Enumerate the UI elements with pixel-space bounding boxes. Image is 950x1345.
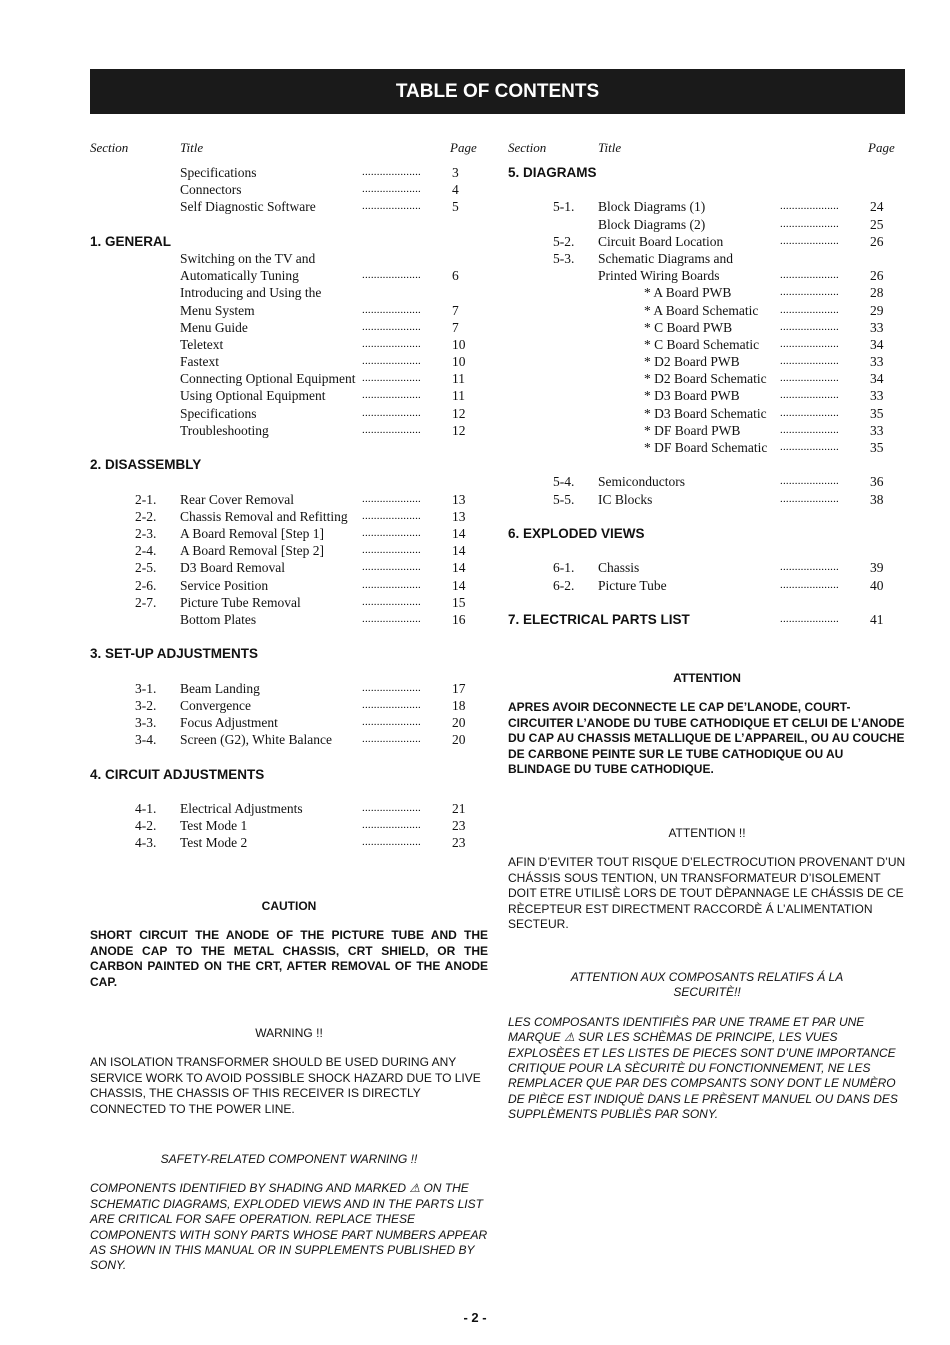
caution-text: SHORT CIRCUIT THE ANODE OF THE PICTURE TUBE AND THE ANODE CAP TO THE METAL CHASSIS, CRT SHIELD, OR THE CARBON PAINTED ON THE CRT, AFTER REMOVAL OF THE ANODE CAP. [90,928,488,989]
spacer [508,456,908,473]
leader-dots: .................... [780,492,839,505]
entry-page: 4 [452,182,459,198]
toc-entry [90,319,490,336]
entry-title: Using Optional Equipment [180,388,326,404]
entry-page: 38 [870,491,884,507]
toc-entry [90,525,490,542]
entry-title: Schematic Diagrams and [598,250,733,266]
entry-page: 35 [870,440,884,455]
toc-section-entry [508,611,908,628]
toc-entry [90,731,490,748]
entry-number: 5-3. [553,250,575,266]
entry-number: 3-4. [135,732,157,748]
leader-dots: .................... [780,612,839,625]
toc-entry [90,491,490,508]
leader-dots: .................... [780,372,839,385]
toc-entry [90,508,490,525]
entry-page: 25 [870,216,884,232]
entry-title: Test Mode 2 [180,835,248,851]
entry-page: 13 [452,508,466,524]
entry-page: 11 [452,371,465,387]
leader-dots: .................... [362,612,421,625]
leader-dots: .................... [362,836,421,849]
entry-title: Rear Cover Removal [180,491,294,507]
attention-notice [508,671,906,777]
entry-page: 5 [452,199,459,215]
toc-entry [508,491,908,508]
entry-title: Menu System [180,302,255,318]
leader-dots: .................... [780,200,839,213]
entry-number: 6-2. [553,577,575,593]
section-heading: 1. GENERAL [90,233,172,249]
leader-dots: .................... [780,441,839,453]
entry-title: Printed Wiring Boards [598,268,720,284]
entry-page: 26 [870,268,884,284]
entry-title: * C Board PWB [644,319,733,335]
toc-entry [508,577,908,594]
entry-number: 4-2. [135,818,157,834]
entry-title: Troubleshooting [180,422,269,438]
entry-title: Electrical Adjustments [180,800,303,816]
toc-entry [90,714,490,731]
toc-entry [90,336,490,353]
leader-dots: .................... [362,200,421,213]
entry-title: Specifications [180,165,257,180]
warning-text: AN ISOLATION TRANSFORMER SHOULD BE USED DURING ANY SERVICE WORK TO AVOID POSSIBLE SHOCK HAZARD DUE TO LIVE CHASSIS, THE CHASSIS OF THIS RECEIVER IS DIRECTLY CONNECTED TO THE POWER LINE. [90,1055,481,1116]
spacer [90,439,490,456]
entry-page: 28 [870,285,884,301]
spacer [90,628,490,645]
entry-number: 3-3. [135,715,157,730]
entry-title: Specifications [180,405,257,421]
entry-title: Chassis [598,560,640,576]
toc-entry [508,439,908,456]
spacer [90,662,490,679]
entry-page: 15 [452,594,466,610]
entry-number: 3-1. [135,680,157,696]
entry-page: 34 [870,336,884,352]
leader-dots: .................... [362,561,421,574]
toc-entry [508,387,908,404]
toc-entry [90,267,490,284]
toc-entry [90,164,490,181]
entry-title: * D2 Board Schematic [644,371,767,387]
spacer [508,542,908,559]
header-page: Page [868,140,895,155]
entry-page: 14 [452,560,466,576]
entry-page: 16 [452,611,466,627]
entry-title: Service Position [180,577,269,593]
entry-page: 33 [870,422,884,438]
leader-dots: .................... [362,337,421,350]
toc-entry [508,473,908,490]
entry-title: Menu Guide [180,319,248,335]
leader-dots: .................... [362,372,421,385]
entry-page: 11 [452,388,465,404]
entry-title: Automatically Tuning [180,268,299,284]
leader-dots: .................... [780,355,839,368]
leader-dots: .................... [780,389,839,402]
entry-number: 6-1. [553,560,575,576]
securite-text: LES COMPOSANTS IDENTIFIÈS PAR UNE TRAME ET PAR UNE MARQUE ⚠ SUR LES SCHÈMAS DE PRINCIPE, LES VUES EXPLOSÈES ET LES LISTES DE PIECES SONT D’UNE IMPORTANCE CRITIQUE POUR LA SÈCURITÈ DU FONCTIONNEMENT, NE LES REMPLACER QUE PAR DES COMPSANTS SONY DONT LE NUMÈRO DE PIÈCE EST INDIQUÈ DANS LE PRÈSENT MANUEL OU DANS DES SUPPLÈMENTS PUBLIÈS PAR SONY. [508,1014,898,1122]
attention2-text: AFIN D’EVITER TOUT RISQUE D’ELECTROCUTION PROVENANT D’UN CHÁSSIS SOUS TENTION, UN TRANSFORMATEUR D’ISOLEMENT DOIT ETRE UTILISÈ LORS DE TOUT DÈPANNAGE LE CHÁSSIS DE CE RÈCEPTEUR EST DIRECTMENT RACCORDÈ Á L’ALIMENTATION SECTEUR. [508,855,906,932]
leader-dots: .................... [362,801,421,814]
toc-left-entries [90,164,490,852]
entry-title: Introducing and Using the [180,285,322,301]
entry-title: Connecting Optional Equipment [180,371,356,387]
spacer [90,783,490,800]
attention2-heading: ATTENTION !! [668,826,746,840]
leader-dots: .................... [780,561,839,574]
toc-entry [90,370,490,387]
toc-entry [90,680,490,697]
section-heading: 7. ELECTRICAL PARTS LIST [508,611,690,627]
toc-entry [90,542,490,559]
entry-title: Picture Tube [598,577,667,593]
header-section: Section [90,140,129,155]
entry-page: 29 [870,302,884,318]
entry-page: 7 [452,302,459,318]
toc-entry [508,370,908,387]
leader-dots: .................... [780,217,839,230]
entry-title: Block Diagrams (1) [598,199,706,215]
entry-page: 34 [870,371,884,387]
entry-title: Teletext [180,336,224,352]
spacer [90,748,490,765]
entry-title: Test Mode 1 [180,818,248,834]
entry-title: * DF Board Schematic [644,440,768,455]
entry-title: Beam Landing [180,680,260,696]
section-heading: 4. CIRCUIT ADJUSTMENTS [90,766,265,782]
entry-page: 14 [452,525,466,541]
entry-page: 23 [452,818,466,834]
entry-title: Picture Tube Removal [180,594,301,610]
safety-notice [90,1152,488,1274]
entry-title: Semiconductors [598,474,685,490]
safety-text: COMPONENTS IDENTIFIED BY SHADING AND MARKED ⚠ ON THE SCHEMATIC DIAGRAMS, EXPLODED VIEWS AND IN THE PARTS LIST ARE CRITICAL FOR SAFE OPERATION. REPLACE THESE COMPONENTS WITH SONY PARTS WHOSE PART NUMBERS APPEAR AS SHOWN IN THIS MANUAL OR IN SUPPLEMENTS PUBLISHED BY SONY. [90,1181,488,1273]
leader-dots: .................... [362,544,421,557]
entry-number: 2-6. [135,577,157,593]
entry-page: 40 [870,577,884,593]
spacer [90,473,490,490]
entry-title: * D2 Board PWB [644,354,740,370]
entry-title: Bottom Plates [180,611,257,627]
entry-title: Screen (G2), White Balance [180,732,332,748]
entry-page: 39 [870,560,884,576]
spacer [508,181,908,198]
leader-dots: .................... [362,681,421,694]
caution-heading: CAUTION [261,899,317,913]
leader-dots: .................... [362,716,421,728]
toc-entry [90,250,490,267]
entry-title: Focus Adjustment [180,715,278,730]
entry-title: * DF Board PWB [644,422,741,438]
toc-entry [90,422,490,439]
toc-entry [90,594,490,611]
toc-right-entries [508,164,908,628]
leader-dots: .................... [362,819,421,832]
spacer [508,594,908,611]
toc-entry [508,353,908,370]
toc-right-column [508,130,908,628]
toc-entry [90,284,490,301]
entry-number: 5-4. [553,474,575,490]
attention2-notice [508,826,906,932]
leader-dots: .................... [362,492,421,505]
attention-heading: ATTENTION [673,671,741,685]
entry-page: 6 [452,268,459,284]
leader-dots: .................... [780,320,839,333]
leader-dots: .................... [362,595,421,608]
toc-entry [90,405,490,422]
toc-entry [90,198,490,215]
toc-entry [508,559,908,576]
header-title: Title [180,140,204,155]
section-heading: 5. DIAGRAMS [508,165,597,180]
toc-entry [90,611,490,628]
toc-left-column [90,130,490,852]
caution-notice [90,899,488,990]
leader-dots: .................... [362,355,421,368]
toc-entry [90,387,490,404]
leader-dots: .................... [362,166,421,178]
entry-page: 18 [452,697,466,713]
entry-number: 2-3. [135,525,157,541]
entry-title: A Board Removal [Step 2] [180,543,324,559]
toc-entry [90,697,490,714]
entry-page: 20 [452,732,466,748]
entry-page: 26 [870,233,884,249]
toc-entry [90,800,490,817]
spacer [508,508,908,525]
entry-number: 2-5. [135,560,157,576]
toc-entry [508,284,908,301]
section-heading: 3. SET-UP ADJUSTMENTS [90,646,259,662]
section-heading: 6. EXPLODED VIEWS [508,525,645,541]
entry-page: 35 [870,405,884,421]
entry-number: 2-4. [135,543,157,559]
leader-dots: .................... [780,337,839,350]
entry-number: 5-5. [553,491,575,507]
entry-page: 17 [452,680,466,696]
entry-number: 3-2. [135,697,157,713]
leader-dots: .................... [780,269,839,282]
entry-title: Circuit Board Location [598,233,724,249]
section-heading: 2. DISASSEMBLY [90,457,202,473]
toc-entry [508,302,908,319]
entry-page: 14 [452,543,466,559]
entry-page: 20 [452,715,466,730]
entry-title: Switching on the TV and [180,250,316,266]
entry-number: 4-3. [135,835,157,851]
entry-title: A Board Removal [Step 1] [180,525,324,541]
leader-dots: .................... [780,475,839,488]
entry-page: 41 [870,611,884,627]
page-title: TABLE OF CONTENTS [90,69,905,114]
leader-dots: .................... [780,303,839,316]
entry-number: 2-2. [135,508,157,524]
entry-title: IC Blocks [598,491,653,507]
entry-page: 36 [870,474,884,490]
toc-entry [90,559,490,576]
entry-page: 12 [452,422,466,438]
entry-page: 14 [452,577,466,593]
spacer [90,216,490,233]
header-page: Page [450,140,477,155]
leader-dots: .................... [780,286,839,299]
leader-dots: .................... [362,509,421,522]
entry-page: 13 [452,491,466,507]
entry-page: 7 [452,319,459,335]
entry-number: 2-1. [135,491,157,507]
entry-title: * D3 Board PWB [644,388,740,404]
entry-number: 5-1. [553,199,575,215]
warning-heading: WARNING !! [255,1026,323,1040]
toc-entry [508,319,908,336]
entry-title: Convergence [180,697,251,713]
leader-dots: .................... [780,423,839,436]
warning-notice [90,1026,488,1117]
toc-entry [508,422,908,439]
header-title: Title [598,140,622,155]
leader-dots: .................... [362,406,421,419]
leader-dots: .................... [362,526,421,539]
leader-dots: .................... [362,389,421,402]
toc-entry [508,336,908,353]
toc-entry [90,577,490,594]
entry-page: 33 [870,319,884,335]
entry-title: Connectors [180,182,242,198]
entry-page: 24 [870,199,884,215]
column-headers [508,130,908,164]
leader-dots: .................... [780,406,839,419]
entry-page: 23 [452,835,466,851]
entry-title: Chassis Removal and Refitting [180,508,348,524]
entry-title: * C Board Schematic [644,336,760,352]
toc-entry [508,250,908,267]
leader-dots: .................... [362,423,421,436]
entry-page: 10 [452,354,466,370]
entry-number: 2-7. [135,594,157,610]
entry-page: 12 [452,405,466,421]
entry-page: 10 [452,336,466,352]
toc-entry [90,353,490,370]
securite-notice [508,970,906,1123]
attention-text: APRES AVOIR DECONNECTE LE CAP DE’LANODE, COURT-CIRCUITER L’ANODE DU TUBE CATHODIQUE ET CELUI DE L’ANODE DU CAP AU CHASSIS METALLIQUE DE L’APPAREIL, OU AU COUCHE DE CARBONE PEINTE SUR LE TUBE CATHODIQUE OU AU BLINDAGE DU TUBE CATHODIQUE. [508,700,905,777]
entry-title: Block Diagrams (2) [598,216,706,232]
entry-number: 4-1. [135,800,157,816]
entry-page: 21 [452,800,466,816]
leader-dots: .................... [362,320,421,333]
toc-entry [90,181,490,198]
toc-entry [508,198,908,215]
toc-entry [90,302,490,319]
entry-title: Self Diagnostic Software [180,199,316,215]
toc-entry [90,834,490,851]
entry-page: 33 [870,388,884,404]
toc-entry [508,216,908,233]
leader-dots: .................... [362,303,421,316]
safety-heading: SAFETY-RELATED COMPONENT WARNING !! [160,1152,418,1166]
toc-entry [508,233,908,250]
entry-title: * A Board PWB [644,285,732,301]
entry-number: 5-2. [553,233,575,249]
entry-title: * D3 Board Schematic [644,405,767,421]
leader-dots: .................... [362,269,421,282]
header-section: Section [508,140,547,155]
leader-dots: .................... [362,698,421,711]
leader-dots: .................... [780,234,839,247]
entry-title: D3 Board Removal [180,560,285,576]
leader-dots: .................... [362,578,421,591]
entry-title: Fastext [180,354,219,370]
leader-dots: .................... [362,183,421,196]
entry-page: 3 [452,165,459,180]
toc-entry [508,405,908,422]
column-headers [90,130,490,164]
page-number: - 2 - [463,1310,487,1325]
entry-title: * A Board Schematic [644,302,759,318]
leader-dots: .................... [780,578,839,591]
toc-entry [508,267,908,284]
entry-page: 33 [870,354,884,370]
securite-heading: ATTENTION AUX COMPOSANTS RELATIFS Á LA SECURITÈ!! [570,970,844,1000]
leader-dots: .................... [362,733,421,746]
toc-entry [90,817,490,834]
